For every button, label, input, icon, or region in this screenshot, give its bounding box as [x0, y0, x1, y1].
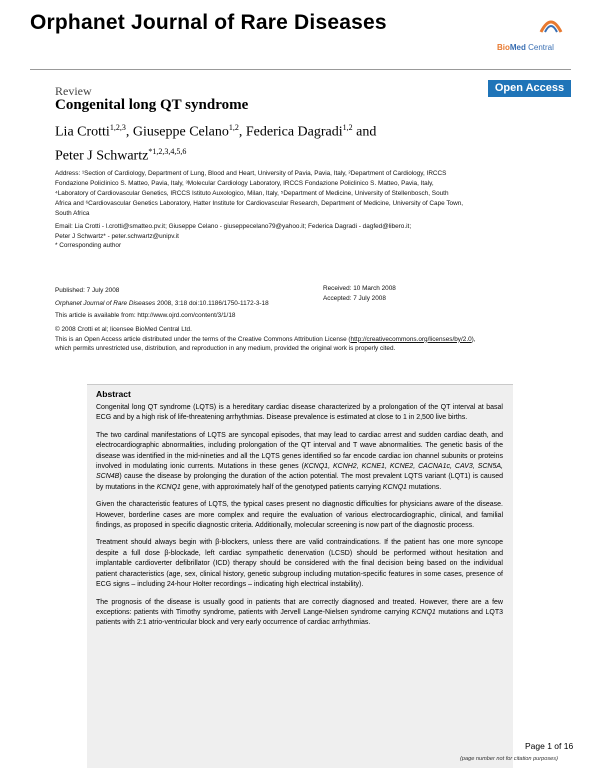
abstract-body	[96, 403, 503, 636]
published-date: Published: 7 July 2008	[55, 287, 120, 294]
biomed-central-logo	[497, 16, 577, 56]
abstract-paragraph: Congenital long QT syndrome (LQTS) is a hereditary cardiac disease characterized by a prolongation of the QT interval at basal ECG and by a high risk of life-threatening arrhythmias. Disease prevalence is estimated at close to 1 in 2,500 live births.	[96, 404, 503, 422]
publication-info	[55, 284, 269, 310]
abstract-paragraph: The prognosis of the disease is usually good in patients that are correctly diagnosed and treated. However, there are a few exceptions: patients with Timothy syndrome, patients with Jervell Lange-Nielsen syndrome carrying KCNQ1 mutations and LQT3 patients with 2:1 atrio-ventricular block and very early occurrence of cardiac arrhythmias.	[96, 598, 504, 627]
availability-url: This article is available from: http://www.ojrd.com/content/3/1/18	[55, 312, 236, 319]
header-divider	[30, 69, 571, 70]
author-name: Federica Dagradi	[245, 124, 343, 140]
accepted-date: Accepted: 7 July 2008	[323, 295, 386, 302]
author-affiliation: *1,2,3,4,5,6	[148, 146, 187, 156]
author-list: Lia Crotti$^{1,2,3}$, Giuseppe Celano$^{1,2}$, Federica Dagradi$^{1,2}$ and Peter J Schwartz$^{*1,2,3,4,5,6}$	[55, 123, 377, 164]
received-date: Received: 10 March 2008	[323, 285, 396, 292]
copyright-notice: © 2008 Crotti et al; licensee BioMed Central Ltd. This is an Open Access article distributed under the terms of the Creative Commons Attribution License (http://creativecommons.org/licenses/by/2.0), which permits unrestricted use, distribution, and reproduction in any medium, provided the original work is properly cited.	[55, 326, 476, 353]
page-number-note: (page number not for citation purposes)	[460, 756, 558, 762]
biomed-logo-arc-icon	[539, 16, 563, 34]
citation: Orphanet Journal of Rare Diseases 2008, 3:18 doi:10.1186/1750-1172-3-18	[55, 300, 269, 307]
corresponding-author-note: * Corresponding author	[55, 242, 122, 249]
author-name: Peter J Schwartz	[55, 148, 149, 164]
abstract-paragraph: The two cardinal manifestations of LQTS are syncopal episodes, that may lead to cardiac arrest and sudden cardiac death, and electrocardiographic abnormalities, including prolongation of the QT interval and T wave abnormalities. The genetic basis of the disease was identified in the mid-nineties and all the LQTS genes identified so far encode cardiac ion channel subunits or proteins involved in modulating ionic currents. Mutations in these genes (KCNQ1, KCNH2, KCNE1, KCNE2, CACNA1c, CAV3, SCN5A, SCN4B) cause the disease by prolonging the duration of the action potential. The most prevalent LQTS variant (LQT1) is caused by mutations in the KCNQ1 gene, with approximately half of the genotyped patients carrying KCNQ1 mutations.	[96, 431, 503, 491]
author-affiliation: 1,2,3	[109, 123, 126, 132]
license-link[interactable]: http://creativecommons.org/licenses/by/2.0	[350, 335, 472, 343]
page-number: Page 1 of 16	[525, 741, 574, 751]
journal-title: Orphanet Journal of Rare Diseases	[30, 11, 387, 34]
article-type: Review	[55, 84, 92, 98]
author-affiliation: 1,2	[342, 123, 353, 132]
author-affiliation: 1,2	[228, 123, 239, 132]
author-emails: Email: Lia Crotti - l.crotti@smatteo.pv.it; Giuseppe Celano - giuseppecelano79@yahoo.it; Federica Dagradi - dagfed@libero.it; Peter J Schwartz* - peter.schwartz@unipv.it	[55, 223, 412, 240]
abstract-paragraph: Treatment should always begin with β-blockers, unless there are valid contraindications. If the patient has one more syncope despite a full dose β-blockade, left cardiac sympathetic denervation (LCSD) should be performed without hesitation and implantable cardioverter defibrillator (ICD) therapy should be considered with the final decision being based on the individual patient characteristics (age, sex, clinical history, genetic subgroup including mutation-specific features in some cases, presence of ECG signs – including 24-hour Holter recordings – indicating high electrical instability).	[96, 539, 503, 589]
biomed-logo-text: BioMed Central	[497, 43, 554, 52]
author-name: Giuseppe Celano	[132, 124, 229, 140]
affiliation-address: Address: ¹Section of Cardiology, Department of Lung, Blood and Heart, University of Pavia, Pavia, Italy, ²Department of Cardiology, IRCCS Fondazione Policlinico S. Matteo, Pavia, Italy, ³Molecular Cardiology Laboratory, IRCCS Fondazione Policlinico S. Matteo, Pavia, Italy, ⁴Laboratory of Cardiovascular Genetics, IRCCS Istituto Auxologico, Milan, Italy, ⁵Department of Medicine, University of Stellenbosch, South Africa and ⁶Cardiovascular Genetics Laboratory, Hatter Institute for Cardiovascular Research, Department of Medicine, University of Cape Town, South Africa	[55, 170, 464, 217]
paper-title: Congenital long QT syndrome	[55, 97, 249, 113]
received-accepted	[323, 284, 396, 304]
abstract-paragraph: Given the characteristic features of LQTS, the typical cases present no diagnostic difficulties for physicians aware of the disease. However, borderline cases are more complex and require the evaluation of various electrocardiographic, clinical, and familial findings, as proposed in specific diagnostic criteria. Additionally, molecular screening is now part of the diagnostic process.	[96, 501, 503, 530]
author-name: Lia Crotti	[55, 124, 110, 140]
abstract-heading: Abstract	[96, 389, 131, 399]
open-access-badge: Open Access	[488, 80, 571, 97]
